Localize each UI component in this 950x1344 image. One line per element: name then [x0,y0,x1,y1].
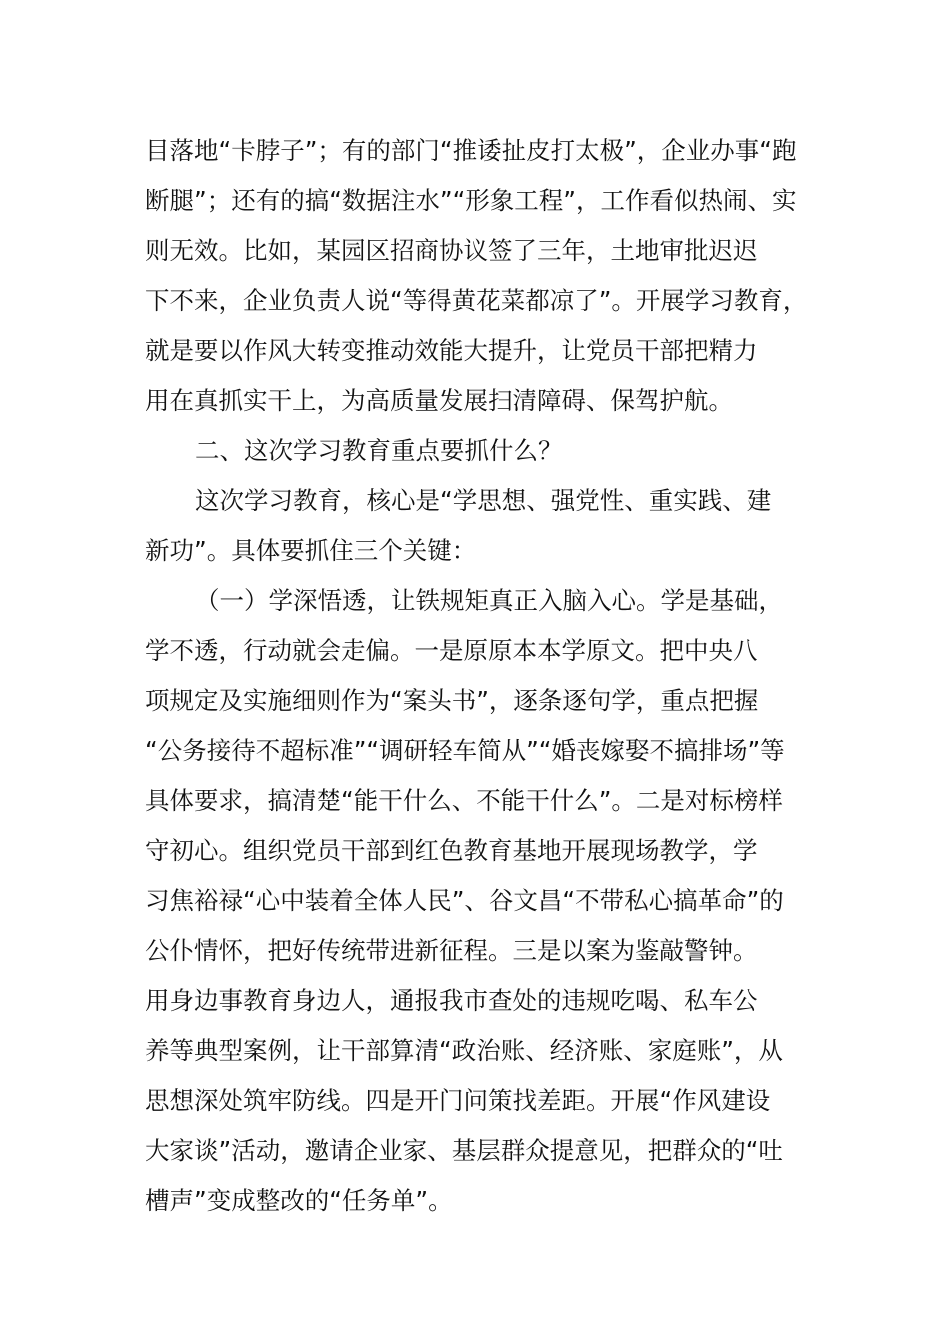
text-line: 下不来，企业负责人说“等得黄花菜都凉了”。开展学习教育， [145,286,808,315]
text-line: 则无效。比如，某园区招商协议签了三年，土地审批迟迟 [145,236,758,265]
text-line: 守初心。组织党员干部到红色教育基地开展现场教学，学 [145,836,758,865]
text-line: 具体要求，搞清楚“能干什么、不能干什么”。二是对标榜样 [145,786,783,815]
text-line: 目落地“卡脖子”；有的部门“推诿扯皮打太极”，企业办事“跑 [145,136,797,165]
text-line: “公务接待不超标准”“调研轻车简从”“婚丧嫁娶不搞排场”等 [145,736,785,765]
text-line: 思想深处筑牢防线。四是开门问策找差距。开展“作风建设 [145,1086,771,1115]
text-line: 槽声”变成整改的“任务单”。 [145,1186,453,1215]
text-line: 用在真抓实干上，为高质量发展扫清障碍、保驾护航。 [145,386,733,415]
text-line: 新功”。具体要抓住三个关键： [145,536,477,565]
text-line: 学不透，行动就会走偏。一是原原本本学原文。把中央八 [145,636,758,665]
subsection-heading: （一）学深悟透，让铁规矩真正入脑入心。学是基础， [195,586,783,615]
text-line: 断腿”；还有的搞“数据注水”“形象工程”，工作看似热闹、实 [145,186,797,215]
text-line: 大家谈”活动，邀请企业家、基层群众提意见，把群众的“吐 [145,1136,783,1165]
text-line: 公仆情怀，把好传统带进新征程。三是以案为鉴敲警钟。 [145,936,758,965]
text-line: 这次学习教育，核心是“学思想、强党性、重实践、建 [195,486,772,515]
section-heading: 二、这次学习教育重点要抓什么？ [195,436,563,465]
text-line: 就是要以作风大转变推动效能大提升，让党员干部把精力 [145,336,758,365]
text-line: 用身边事教育身边人，通报我市查处的违规吃喝、私车公 [145,986,758,1015]
text-line: 项规定及实施细则作为“案头书”，逐条逐句学，重点把握 [145,686,759,715]
text-line: 习焦裕禄“心中装着全体人民”、谷文昌“不带私心搞革命”的 [145,886,784,915]
text-line: 养等典型案例，让干部算清“政治账、经济账、家庭账”，从 [145,1036,783,1065]
